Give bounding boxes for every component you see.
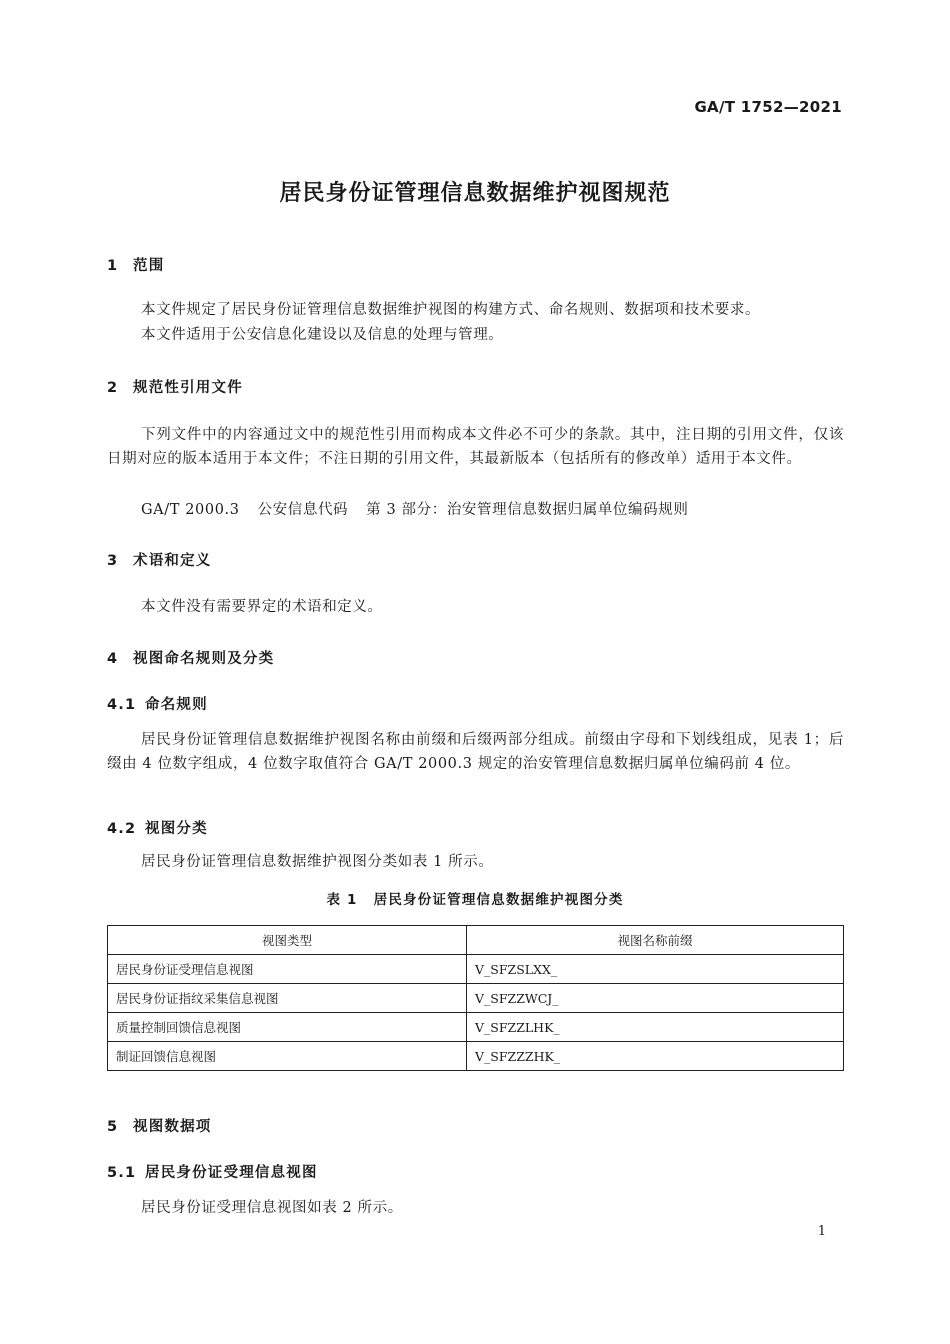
section-number: 5 — [107, 1119, 119, 1135]
section-title: 范围 — [133, 258, 165, 274]
standard-code: GA/T 1752—2021 — [694, 98, 842, 116]
section-1-paragraph-2: 本文件适用于公安信息化建设以及信息的处理与管理。 — [141, 327, 504, 343]
section-1-heading — [107, 254, 164, 275]
table-caption — [0, 888, 950, 908]
document-title: 居民身份证管理信息数据维护视图规范 — [279, 181, 671, 206]
section-3-heading — [107, 549, 212, 570]
table-caption-title: 居民身份证管理信息数据维护视图分类 — [373, 892, 624, 908]
section-5-1-paragraph-1: 居民身份证受理信息视图如表 2 所示。 — [141, 1200, 403, 1216]
section-title: 命名规则 — [145, 697, 208, 713]
table-header-cell: 视图名称前缀 — [467, 926, 844, 955]
section-title: 视图命名规则及分类 — [133, 651, 275, 667]
table-cell: 居民身份证受理信息视图 — [108, 955, 467, 984]
section-5-heading — [107, 1115, 212, 1136]
table-cell: 质量控制回馈信息视图 — [108, 1013, 467, 1042]
table-header-cell: 视图类型 — [108, 926, 467, 955]
section-title: 术语和定义 — [133, 553, 212, 569]
section-4-2-paragraph-1: 居民身份证管理信息数据维护视图分类如表 1 所示。 — [141, 854, 494, 870]
section-number: 1 — [107, 258, 119, 274]
table-cell: V_SFZZWCJ_ — [467, 984, 844, 1013]
section-number: 4 — [107, 651, 119, 667]
table-row — [108, 955, 844, 984]
table-cell: 制证回馈信息视图 — [108, 1042, 467, 1071]
table-caption-number: 表 1 — [326, 892, 358, 908]
section-2-paragraph-1: 下列文件中的内容通过文中的规范性引用而构成本文件必不可少的条款。其中，注日期的引用文件，仅该日期对应的版本适用于本文件；不注日期的引用文件，其最新版本（包括所有的修改单）适用于本文件。 — [107, 427, 844, 467]
table-cell: V_SFZSLXX_ — [467, 955, 844, 984]
section-number: 4.1 — [107, 697, 137, 713]
section-number: 2 — [107, 380, 119, 396]
table-row — [108, 1042, 844, 1071]
table-row — [108, 1013, 844, 1042]
section-number: 4.2 — [107, 821, 137, 837]
section-title: 视图数据项 — [133, 1119, 212, 1135]
table-cell: V_SFZZLHK_ — [467, 1013, 844, 1042]
section-4-1-paragraph-1: 居民身份证管理信息数据维护视图名称由前缀和后缀两部分组成。前缀由字母和下划线组成，见表 1；后缀由 4 位数字组成，4 位数字取值符合 GA/T 2000.3 规定的治安管理信息数据归属单位编码前 4 位。 — [107, 732, 844, 772]
section-4-1-heading — [107, 693, 208, 714]
table-cell: 居民身份证指纹采集信息视图 — [108, 984, 467, 1013]
table-row — [108, 984, 844, 1013]
section-title: 规范性引用文件 — [133, 380, 243, 396]
section-number: 3 — [107, 553, 119, 569]
section-title: 居民身份证受理信息视图 — [145, 1165, 318, 1181]
section-3-paragraph-1: 本文件没有需要界定的术语和定义。 — [141, 599, 383, 615]
reference-title: 公安信息代码 — [257, 502, 349, 518]
reference-code: GA/T 2000.3 — [141, 502, 240, 518]
reference-part: 第 3 部分：治安管理信息数据归属单位编码规则 — [366, 502, 689, 518]
section-title: 视图分类 — [145, 821, 208, 837]
table-header-row — [108, 926, 844, 955]
normative-reference — [141, 498, 688, 519]
section-4-heading — [107, 647, 274, 668]
table-cell: V_SFZZZHK_ — [467, 1042, 844, 1071]
section-4-2-heading — [107, 817, 208, 838]
section-2-heading — [107, 376, 243, 397]
section-1-paragraph-1: 本文件规定了居民身份证管理信息数据维护视图的构建方式、命名规则、数据项和技术要求。 — [141, 302, 761, 318]
section-number: 5.1 — [107, 1165, 137, 1181]
view-classification-table — [107, 925, 844, 1071]
section-5-1-heading — [107, 1161, 318, 1182]
page-number: 1 — [817, 1224, 826, 1239]
